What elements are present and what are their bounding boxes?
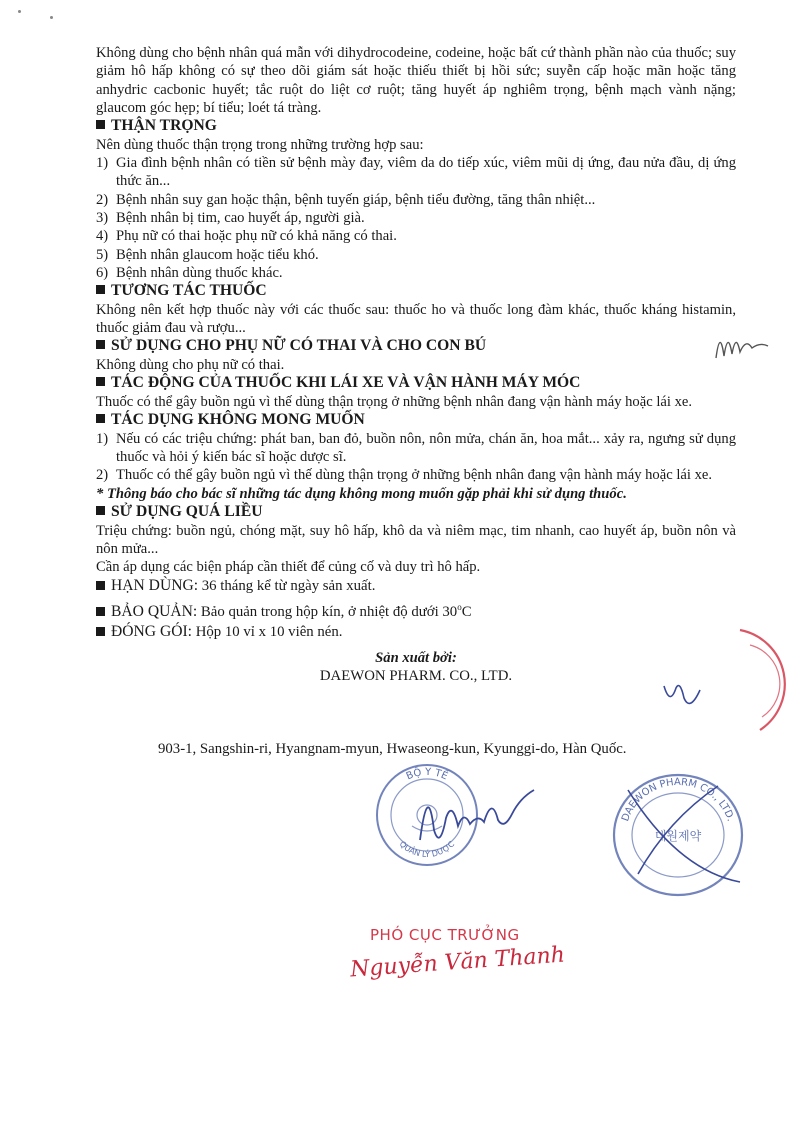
list-item: 2) Thuốc có thể gây buồn ngủ vì thế dùng thận trọng ở những bệnh nhân đang vận hành máy hoặc lái xe. [96, 467, 712, 484]
caution-heading: THẬN TRỌNG [96, 117, 736, 136]
side-effects-list [96, 430, 736, 485]
bullet-square-icon [96, 607, 105, 616]
bullet-square-icon [96, 377, 105, 386]
side-effects-heading: TÁC DỤNG KHÔNG MONG MUỐN [96, 411, 736, 430]
bullet-square-icon [96, 285, 105, 294]
shelf-life: HẠN DÙNG: 36 tháng kể từ ngày sản xuất. [96, 576, 736, 597]
storage: BẢO QUẢN: Bảo quản trong hộp kín, ở nhiệt độ dưới 30$^o$C [96, 597, 736, 622]
driving-text: Thuốc có thể gây buồn ngủ vì thế dùng thận trọng ở những bệnh nhân đang vận hành máy hoặc lái xe. [96, 393, 692, 410]
bullet-square-icon [96, 340, 105, 349]
overdose-heading: SỬ DỤNG QUÁ LIỀU [96, 503, 736, 522]
handwritten-mark [660, 676, 710, 716]
bullet-square-icon [96, 627, 105, 636]
packing: ĐÓNG GÓI: Hộp 10 vỉ x 10 viên nén. [96, 622, 736, 643]
ministry-stamp-bottom-text: QUẢN LÝ DƯỢC [397, 839, 457, 860]
list-item: 4) Phụ nữ có thai hoặc phụ nữ có khả năng có thai. [96, 228, 397, 245]
manufacturer-stamp [608, 770, 748, 900]
side-effects-note: * Thông báo cho bác sĩ những tác dụng không mong muốn gặp phải khi sử dụng thuốc. [96, 485, 627, 502]
signer-name: Nguyễn Văn Thanh [349, 942, 566, 983]
caution-list [96, 154, 736, 282]
handwritten-initials [712, 318, 772, 368]
manufacturer-label: Sản xuất bởi: [375, 649, 457, 666]
svg-text:DAEWON PHARM CO., LTD. [620, 777, 736, 823]
signer-title: PHÓ CỤC TRƯỞNG [370, 926, 520, 944]
caution-intro: Nên dùng thuốc thận trọng trong những trường hợp sau: [96, 136, 424, 153]
manufacturer-address: 903-1, Sangshin-ri, Hyangnam-myun, Hwaseong-kun, Kyunggi-do, Hàn Quốc. [158, 741, 627, 757]
manufacturer-stamp-ring-text: DAEWON PHARM CO., LTD. [620, 776, 736, 823]
scan-speck [18, 10, 21, 13]
list-item: 1) Nếu có các triệu chứng: phát ban, ban đỏ, buồn nôn, nôn mửa, chán ăn, hoa mắt... xảy ra, ngưng sử dụng thuốc và hỏi ý kiến bác sĩ hoặc dược sĩ. [96, 430, 736, 466]
driving-heading: TÁC ĐỘNG CỦA THUỐC KHI LÁI XE VÀ VẬN HÀNH MÁY MÓC [96, 374, 736, 393]
scan-speck [50, 16, 53, 19]
pregnancy-heading: SỬ DỤNG CHO PHỤ NỮ CÓ THAI VÀ CHO CON BÚ [96, 337, 736, 356]
contraindication-text: Không dùng cho bệnh nhân quá mẫn với dihydrocodeine, codeine, hoặc bất cứ thành phần nào của thuốc; suy giảm hô hấp không có sự theo dõi giám sát hoặc thiếu thiết bị hồi sức; suyễn cấp hoặc mãn hoặc tăng anhydric cacbonic huyết; tắc ruột do liệt cơ ruột; tăng huyết áp nghiêm trọng, bệnh mạch vành nặng; glaucom góc hẹp; bí tiểu; loét tá tràng. [96, 45, 736, 116]
overdose-symptoms: Triệu chứng: buồn ngủ, chóng mặt, suy hô hấp, khô da và niêm mạc, tim nhanh, cao huyết áp, buồn nôn và nôn mửa... [96, 522, 736, 557]
red-partial-stamp [720, 625, 800, 735]
list-item: 5) Bệnh nhân glaucom hoặc tiểu khó. [96, 246, 319, 263]
official-signature [397, 770, 540, 860]
bullet-square-icon [96, 581, 105, 590]
overdose-treatment: Cần áp dụng các biện pháp cần thiết để củng cố và duy trì hô hấp. [96, 559, 481, 576]
manufacturer-stamp-center-text: 대원제약 [654, 829, 702, 843]
interaction-heading: TƯƠNG TÁC THUỐC [96, 282, 736, 301]
document-body [96, 44, 736, 685]
list-item: 6) Bệnh nhân dùng thuốc khác. [96, 264, 283, 281]
manufacturer-company: DAEWON PHARM. CO., LTD. [319, 668, 513, 685]
interaction-text: Không nên kết hợp thuốc này với các thuốc sau: thuốc ho và thuốc long đàm khác, thuốc kháng histamin, thuốc giảm đau và rượu... [96, 301, 736, 337]
list-item: 1) Gia đình bệnh nhân có tiền sử bệnh mày đay, viêm da do tiếp xúc, viêm mũi dị ứng, đau nửa đầu, dị ứng thức ăn... [96, 155, 736, 190]
list-item: 2) Bệnh nhân suy gan hoặc thận, bệnh tuyến giáp, bệnh tiểu đường, tăng thân nhiệt... [96, 191, 596, 208]
list-item: 3) Bệnh nhân bị tim, cao huyết áp, người già. [96, 209, 365, 226]
bullet-square-icon [96, 414, 105, 423]
bullet-square-icon [96, 120, 105, 129]
pregnancy-text: Không dùng cho phụ nữ có thai. [96, 356, 285, 373]
bullet-square-icon [96, 506, 105, 515]
ministry-stamp-ring-text: BỘ Y TẾ [404, 766, 450, 783]
